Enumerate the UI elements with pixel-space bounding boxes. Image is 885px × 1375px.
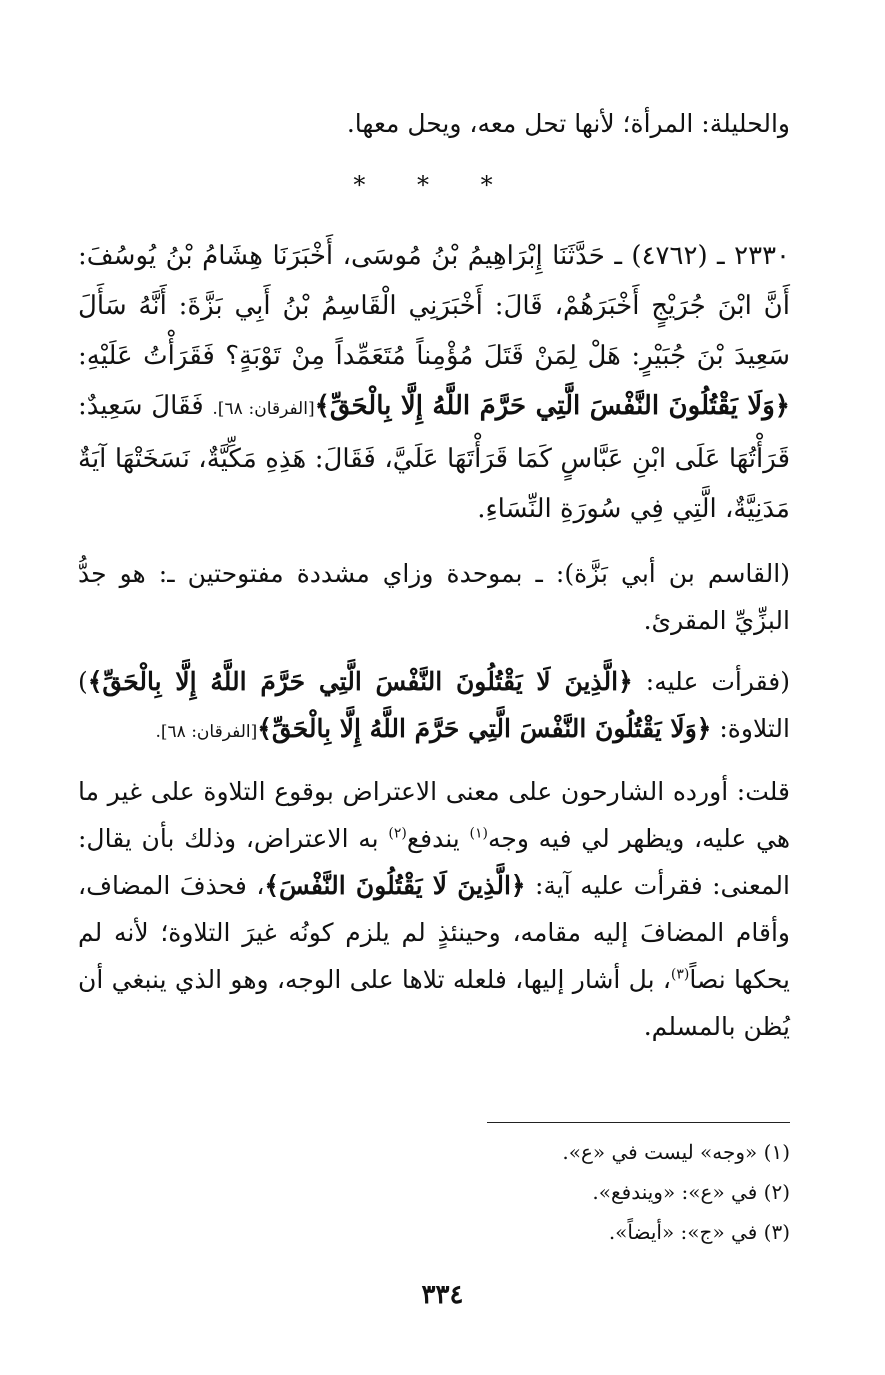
commentary-part-2: يندفع [406, 824, 460, 853]
note-qasim: (القاسم بن أبي بَزَّة): ـ بموحدة وزاي مشددة مفتوحتين ـ: هو جدُّ البزِّيِّ المقرئ. [78, 559, 791, 635]
footnote-2: (٢) في «ع»: «ويندفع». [592, 1180, 790, 1204]
note-2-prefix: (فقرأت عليه: [645, 667, 790, 696]
commentary-part-5: ، بل أشار إليها، فلعله تلاها على الوجه، وهو الذي ينبغي أن يُظن بالمسلم. [78, 965, 790, 1041]
footnote-marker-1[interactable]: (١) [469, 825, 488, 842]
note-2-quran-a: ﴿الَّذِينَ لَا يَقْتُلُونَ النَّفْسَ الَّتِي حَرَّمَ اللَّهُ إِلَّا بِالْحَقِّ﴾ [87, 667, 633, 696]
note-2-quran-b: ﴿وَلَا يَقْتُلُونَ النَّفْسَ الَّتِي حَرَّمَ اللَّهُ إِلَّا بِالْحَقِّ﴾ [257, 714, 712, 743]
page-body [78, 100, 790, 1050]
commentary-quran: ﴿الَّذِينَ لَا يَقْتُلُونَ النَّفْسَ﴾ [264, 871, 526, 900]
intro-line: والحليلة: المرأة؛ لأنها تحل معه، ويحل معها. [346, 109, 790, 138]
page-number: ٣٣٤ [421, 1280, 464, 1310]
footnote-1: (١) «وجه» ليست في «ع». [562, 1140, 790, 1164]
quran-verse-1: ﴿وَلَا يَقْتُلُونَ النَّفْسَ الَّتِي حَرَّمَ اللَّهُ إِلَّا بِالْحَقِّ﴾ [314, 391, 791, 421]
footnote-marker-3[interactable]: (٣) [670, 966, 690, 983]
hadith-number: ٢٣٣٠ ـ (٤٧٦٢) ـ [614, 241, 790, 271]
note-2-middle: ) التلاوة: [78, 667, 790, 743]
quran-ref-1: [الفرقان: ٦٨]. [212, 399, 315, 419]
commentary-paragraph [78, 768, 790, 1050]
footnote-3: (٣) في «ج»: «أيضاً». [608, 1220, 790, 1244]
note-recitation [78, 658, 790, 756]
hadith-text-2: فَقَالَ سَعِيدٌ: قَرَأْتُهَا عَلَى ابْنِ عَبَّاسٍ كَمَا قَرَأْتَهَا عَلَيَّ، فَقَالَ: هَذِهِ مَكِّيَّةٌ، نَسَخَتْهَا آيَةٌ مَدَنِيَّةٌ، الَّتِي فِي سُورَةِ النِّسَاءِ. [78, 391, 790, 524]
footnote-marker-2[interactable]: (٢) [388, 825, 407, 842]
section-separator: * * * [353, 171, 515, 199]
hadith-text-1: حَدَّثَنَا إِبْرَاهِيمُ بْنُ مُوسَى، أَخْبَرَنَا هِشَامُ بْنُ يُوسُفَ: أَنَّ ابْنَ جُرَيْجٍ أَخْبَرَهُمْ، قَالَ: أَخْبَرَنِي الْقَاسِمُ بْنُ أَبِي بَزَّةَ: أَنَّهُ سَأَلَ سَعِيدَ بْنَ جُبَيْرٍ: هَلْ لِمَنْ قَتَلَ مُؤْمِناً مُتَعَمِّداً مِنْ تَوْبَةٍ؟ فَقَرَأْتُ عَلَيْهِ: [78, 241, 790, 371]
note-2-ref: [الفرقان: ٦٨]. [155, 722, 258, 742]
hadith-paragraph [78, 231, 790, 534]
commentary-part-3: به الاعتراض، وذلك بأن يقال: المعنى: فقرأت عليه آية: [78, 824, 790, 900]
commentary-part-1: قلت: أورده الشارحون على معنى الاعتراض بوقوع التلاوة على غير ما هي عليه، ويظهر لي فيه وجه [78, 777, 791, 853]
footnotes [78, 1132, 790, 1252]
commentary-part-4: ، فحذفَ المضاف، وأقام المضافَ إليه مقامه، وحينئذٍ لم يلزم كونُه غيرَ التلاوة؛ لأنه لم يحكها نصاً [78, 871, 790, 994]
footnote-divider [487, 1122, 790, 1123]
